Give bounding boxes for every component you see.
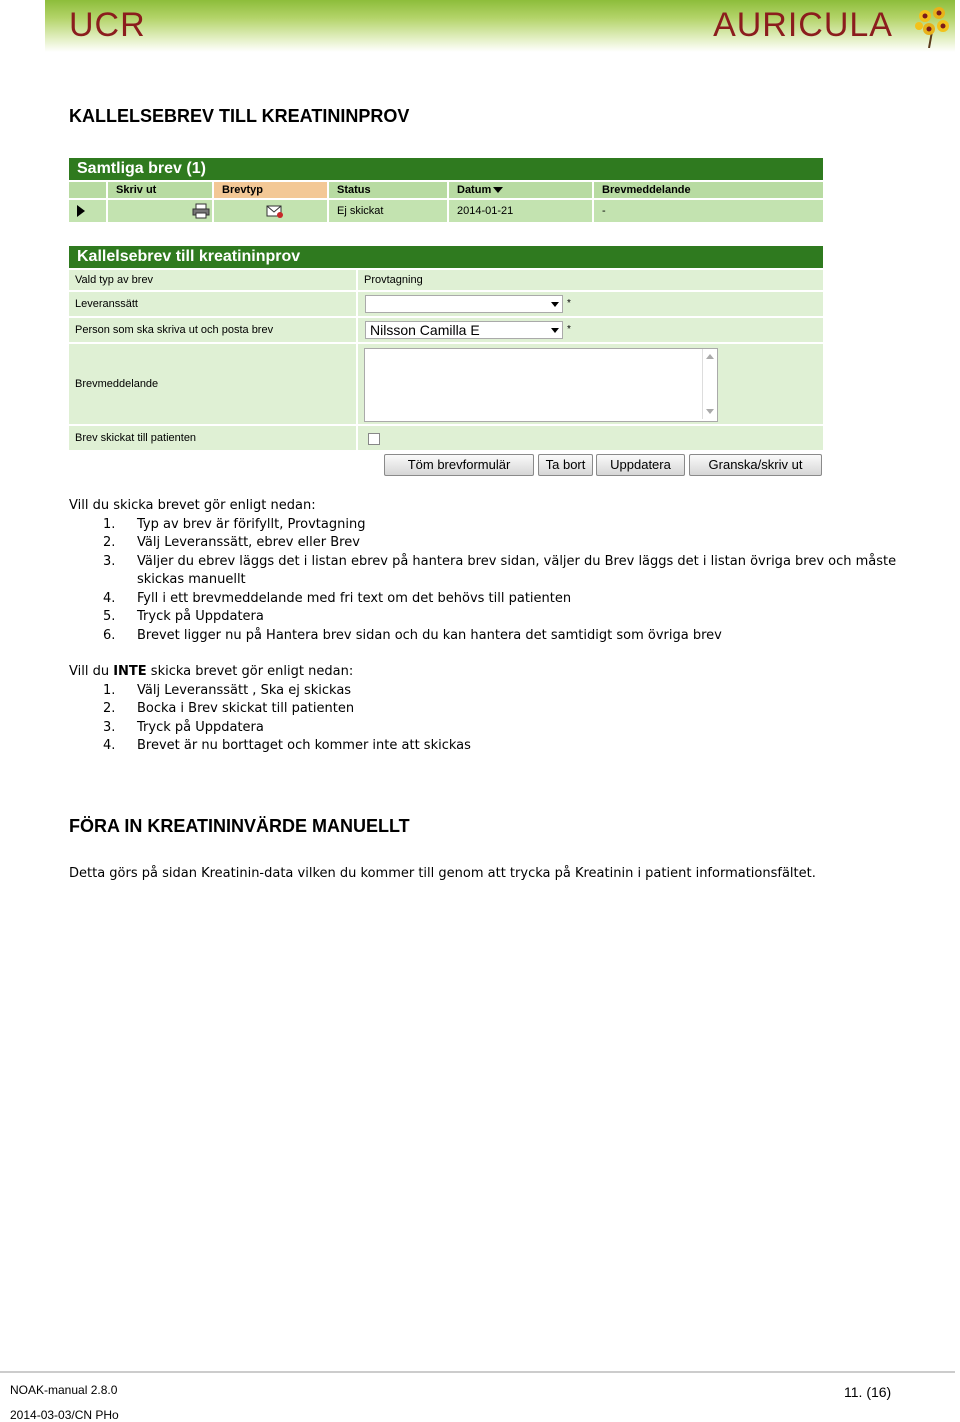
auricula-flower-logo-icon bbox=[913, 4, 953, 48]
column-datum[interactable] bbox=[449, 182, 594, 198]
page-header bbox=[45, 0, 955, 52]
list-item bbox=[69, 719, 909, 738]
delete-button[interactable]: Ta bort bbox=[538, 454, 593, 476]
list-number: 3. bbox=[103, 719, 116, 735]
list-number: 6. bbox=[103, 627, 116, 643]
required-mark: * bbox=[567, 324, 571, 335]
list-text: Brevet är nu borttaget och kommer inte att skickas bbox=[137, 738, 471, 753]
form-row-delivery bbox=[69, 292, 823, 316]
footer-page: 11. (16) bbox=[844, 1384, 892, 1400]
letters-table-title: Samtliga brev (1) bbox=[69, 158, 823, 180]
list-number: 1. bbox=[103, 516, 116, 532]
letter-form bbox=[69, 246, 823, 476]
letter-type-label: Vald typ av brev bbox=[69, 270, 356, 290]
delivery-label: Leveranssätt bbox=[69, 292, 356, 316]
letters-table bbox=[69, 158, 823, 222]
list-text: Bocka i Brev skickat till patienten bbox=[137, 701, 355, 716]
sent-field bbox=[358, 426, 823, 450]
list-text: Tryck på Uppdatera bbox=[137, 719, 264, 735]
expand-row-button[interactable] bbox=[69, 200, 108, 222]
list-number: 4. bbox=[103, 738, 116, 753]
message-cell: - bbox=[594, 200, 823, 222]
person-select-value: Nilsson Camilla E bbox=[370, 322, 480, 338]
message-textarea[interactable] bbox=[364, 348, 718, 422]
table-row bbox=[69, 200, 823, 222]
play-arrow-icon bbox=[77, 205, 85, 217]
form-row-person bbox=[69, 318, 823, 342]
delivery-select[interactable] bbox=[365, 295, 563, 313]
review-print-button[interactable]: Granska/skriv ut bbox=[689, 454, 822, 476]
list-number: 1. bbox=[103, 682, 116, 698]
list-text: Fyll i ett brevmeddelande med fri text om det behövs till patienten bbox=[137, 590, 572, 606]
letter-type-value: Provtagning bbox=[358, 270, 823, 290]
status-cell: Ej skickat bbox=[329, 200, 449, 222]
list-item bbox=[69, 534, 909, 553]
list-item bbox=[69, 682, 909, 701]
list-item bbox=[69, 590, 909, 609]
no-send-steps-list bbox=[69, 682, 909, 756]
list-text: Brevet ligger nu på Hantera brev sidan och du kan hantera det samtidigt som övriga brev bbox=[137, 627, 722, 643]
person-select[interactable] bbox=[365, 321, 563, 339]
envelope-icon[interactable] bbox=[266, 203, 284, 219]
printer-icon[interactable] bbox=[192, 203, 210, 219]
list-number: 3. bbox=[103, 553, 116, 569]
instructions-intro: Vill du skicka brevet gör enligt nedan: bbox=[69, 498, 316, 513]
section-heading-kreatinin: FÖRA IN KREATININVÄRDE MANUELLT bbox=[69, 816, 410, 836]
list-text: Väljer du ebrev läggs det i listan ebrev på hantera brev sidan, väljer du Brev läggs det i listan övriga brev och måste skickas manuellt bbox=[137, 553, 897, 587]
delivery-field bbox=[358, 292, 823, 316]
column-status[interactable]: Status bbox=[329, 182, 449, 198]
header-auricula: AURICULA bbox=[713, 6, 893, 44]
form-row-message bbox=[69, 344, 823, 424]
message-label: Brevmeddelande bbox=[69, 344, 356, 424]
send-steps-list bbox=[69, 516, 909, 646]
form-row-sent bbox=[69, 426, 823, 450]
list-item bbox=[69, 516, 909, 535]
intro2-pre: Vill du bbox=[69, 664, 114, 679]
date-cell: 2014-01-21 bbox=[449, 200, 594, 222]
intro2-post: skicka brevet gör enligt nedan: bbox=[146, 664, 354, 679]
letter-type-cell bbox=[214, 200, 329, 222]
sent-label: Brev skickat till patienten bbox=[69, 426, 356, 450]
letters-table-header bbox=[69, 182, 823, 198]
scroll-down-icon bbox=[706, 409, 714, 414]
person-field bbox=[358, 318, 823, 342]
column-datum-label: Datum bbox=[457, 184, 492, 196]
list-number: 5. bbox=[103, 609, 116, 624]
message-field bbox=[358, 344, 823, 424]
list-number: 2. bbox=[103, 701, 116, 716]
clear-form-button[interactable]: Töm brevformulär bbox=[384, 454, 534, 476]
intro2-bold: INTE bbox=[113, 664, 147, 679]
list-item bbox=[69, 737, 909, 756]
list-text: Tryck på Uppdatera bbox=[137, 609, 264, 624]
list-item bbox=[69, 553, 909, 590]
footer-manual: NOAK-manual 2.8.0 bbox=[10, 1383, 118, 1397]
header-ucr: UCR bbox=[69, 6, 146, 44]
form-buttons bbox=[69, 454, 823, 476]
scroll-up-icon bbox=[706, 354, 714, 359]
required-mark: * bbox=[567, 298, 571, 309]
textarea-scrollbar[interactable] bbox=[702, 349, 717, 419]
section-heading-kallelsebrev: KALLELSEBREV TILL KREATININPROV bbox=[69, 106, 410, 126]
dropdown-arrow-icon bbox=[551, 328, 559, 333]
list-text: Typ av brev är förifyllt, Provtagning bbox=[137, 516, 366, 532]
footer-divider bbox=[0, 1371, 955, 1373]
list-item bbox=[69, 608, 909, 627]
header-cell-expand bbox=[69, 182, 108, 198]
dropdown-arrow-icon bbox=[551, 302, 559, 307]
list-text: Välj Leveranssätt , Ska ej skickas bbox=[137, 682, 352, 698]
column-brevtyp[interactable]: Brevtyp bbox=[214, 182, 329, 198]
sent-checkbox[interactable] bbox=[368, 433, 380, 445]
person-label: Person som ska skriva ut och posta brev bbox=[69, 318, 356, 342]
list-item bbox=[69, 627, 909, 646]
instructions-intro-2 bbox=[69, 663, 909, 682]
sort-desc-icon bbox=[493, 187, 503, 193]
print-cell bbox=[108, 200, 214, 222]
section2-text: Detta görs på sidan Kreatinin-data vilken du kommer till genom att trycka på Kreatinin i patient informationsfältet. bbox=[69, 866, 816, 881]
column-skriv-ut[interactable]: Skriv ut bbox=[108, 182, 214, 198]
column-brevmeddelande[interactable]: Brevmeddelande bbox=[594, 182, 823, 198]
footer-date: 2014-03-03/CN PHo bbox=[10, 1408, 119, 1422]
list-item bbox=[69, 700, 909, 719]
update-button[interactable]: Uppdatera bbox=[596, 454, 685, 476]
form-row-letter-type bbox=[69, 270, 823, 290]
letter-form-title: Kallelsebrev till kreatininprov bbox=[69, 246, 823, 268]
list-number: 2. bbox=[103, 535, 116, 550]
list-text: Välj Leveranssätt, ebrev eller Brev bbox=[137, 535, 360, 550]
list-number: 4. bbox=[103, 590, 116, 606]
instructions bbox=[69, 497, 909, 756]
